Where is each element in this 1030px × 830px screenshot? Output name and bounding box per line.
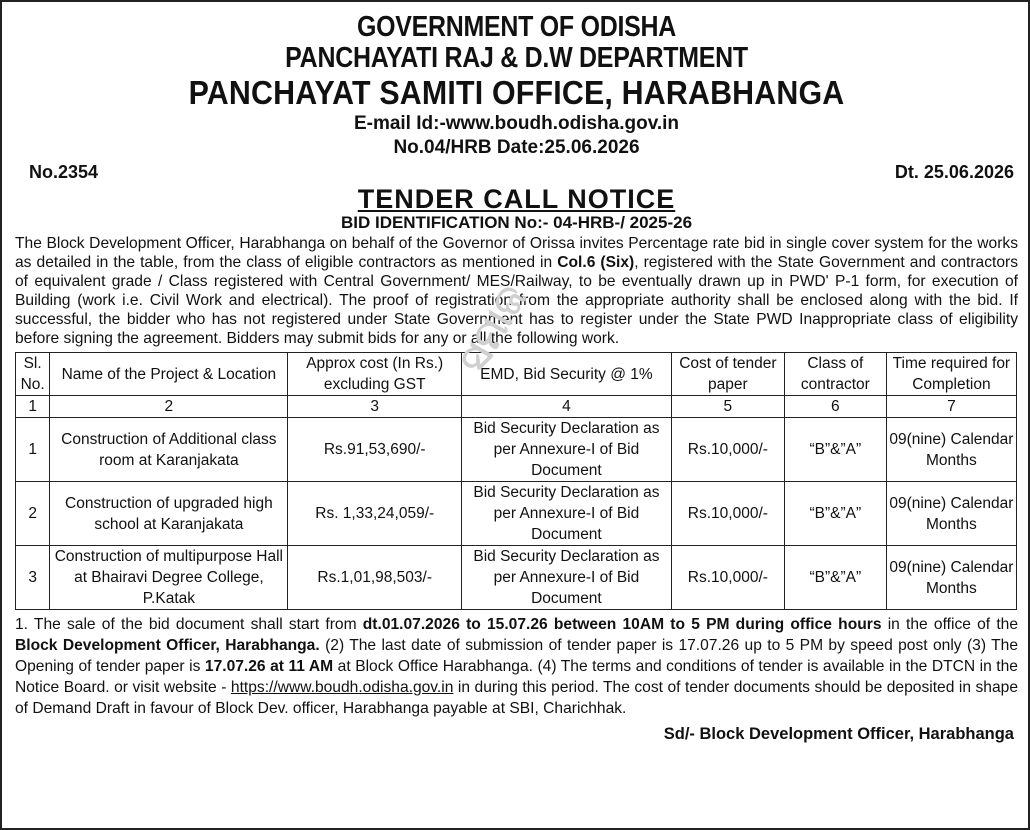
signature: Sd/- Block Development Officer, Harabhanga — [663, 725, 1014, 743]
cell-paper: Rs.10,000/- — [671, 482, 784, 546]
terms-text: at Block Office Harabhanga. (4) The terms and conditions of tender is available in the DTCN in the Notice Board. or visit website - — [15, 658, 1018, 696]
header-cell: EMD, Bid Security @ 1% — [461, 353, 671, 396]
cell-class: “B”&”A” — [784, 482, 886, 546]
cell-time: 09(nine) Calendar Months — [886, 482, 1016, 546]
notice-title: TENDER CALL NOTICE — [357, 184, 676, 214]
header-department: PANCHAYATI RAJ & D.W DEPARTMENT — [285, 42, 748, 74]
cell-time: 09(nine) Calendar Months — [886, 546, 1016, 610]
table-header-row — [16, 353, 1017, 396]
intro-paragraph — [15, 234, 1018, 348]
column-number-row — [16, 396, 1017, 418]
column-number: 3 — [288, 396, 462, 418]
column-number: 7 — [886, 396, 1016, 418]
terms-text: in during this period. The cost of tender documents should be deposited in shape of Demand Draft in favour of Block Dev. officer, Harabhanga payable at SBI, Charichhak. — [15, 679, 1018, 717]
watermark-stamp: ସମାଜ — [450, 278, 536, 381]
cell-project: Construction of Additional class room at Karanjakata — [50, 418, 288, 482]
table-row — [16, 418, 1017, 482]
column-number: 6 — [784, 396, 886, 418]
cell-project: Construction of upgraded high school at Karanjakata — [50, 482, 288, 546]
header-cell: Approx cost (In Rs.) excluding GST — [288, 353, 462, 396]
terms-text: (2) The last date of submission of tender paper is 17.07.26 up to 5 PM by speed post only (3) The Opening of tender paper is — [15, 637, 1018, 675]
opening-date: 17.07.26 at 11 AM — [204, 658, 334, 675]
cell-cost: Rs. 1,33,24,059/- — [288, 482, 462, 546]
office-name: Block Development Officer, Harabhanga. — [15, 637, 320, 654]
column-number: 5 — [671, 396, 784, 418]
intro-text-1: The Block Development Officer, Harabhanga on behalf of the Governor of Orissa invites Percentage rate bid in single cover system for the works as detailed in the table, from the class of eligible contractors as mentioned in — [15, 235, 1018, 271]
table-row — [16, 546, 1017, 610]
terms-text: in the office of the — [881, 616, 1018, 633]
terms-text: 1. The sale of the bid document shall start from — [15, 616, 363, 633]
cell-cost: Rs.91,53,690/- — [288, 418, 462, 482]
cell-cost: Rs.1,01,98,503/- — [288, 546, 462, 610]
cell-sl: 2 — [16, 482, 50, 546]
sale-period: dt.01.07.2026 to 15.07.26 between 10AM to 5 PM during office hours — [362, 616, 882, 633]
header-cell: Cost of tender paper — [671, 353, 784, 396]
header-reference: No.04/HRB Date:25.06.2026 — [393, 137, 640, 158]
letter-date: Dt. 25.06.2026 — [894, 162, 1014, 182]
cell-sl: 1 — [16, 418, 50, 482]
cell-paper: Rs.10,000/- — [671, 546, 784, 610]
letter-number-row — [29, 162, 1014, 183]
terms-paragraph — [15, 614, 1018, 719]
works-table — [15, 352, 1017, 610]
bid-identification: BID IDENTIFICATION No:- 04-HRB-/ 2025-26 — [340, 213, 693, 232]
cell-sl: 3 — [16, 546, 50, 610]
intro-bold-col6: Col.6 (Six) — [557, 254, 635, 271]
header-email: E-mail Id:-www.boudh.odisha.gov.in — [353, 113, 680, 134]
column-number: 1 — [16, 396, 50, 418]
header-cell: Sl. No. — [16, 353, 50, 396]
cell-emd: Bid Security Declaration as per Annexure-I of Bid Document — [461, 418, 671, 482]
header-cell: Class of contractor — [784, 353, 886, 396]
table-row — [16, 482, 1017, 546]
cell-emd: Bid Security Declaration as per Annexure-I of Bid Document — [461, 482, 671, 546]
column-number: 2 — [50, 396, 288, 418]
header-government: GOVERNMENT OF ODISHA — [356, 11, 677, 43]
website-link[interactable]: https://www.boudh.odisha.gov.in — [230, 679, 454, 696]
column-number: 4 — [461, 396, 671, 418]
cell-class: “B”&”A” — [784, 546, 886, 610]
cell-project: Construction of multipurpose Hall at Bhairavi Degree College, P.Katak — [50, 546, 288, 610]
cell-time: 09(nine) Calendar Months — [886, 418, 1016, 482]
cell-emd: Bid Security Declaration as per Annexure-I of Bid Document — [461, 546, 671, 610]
cell-paper: Rs.10,000/- — [671, 418, 784, 482]
letter-number: No.2354 — [29, 162, 99, 182]
intro-text-2: , registered with the State Government and contractors of equivalent grade / Class registered with Central Government/ MES/Railway, to be eventually drawn up in PWD' P-1 form, for execution of Building (work i.e. Civil Work and electrical). The proof of registration from the appropriate authority shall be enclosed along with the bid. If successful, the bidder who has not registered under State Government has to register under the State PWD Inappropriate class of eligibility before signing the agreement. Bidders may submit bids for any or all the following work. — [15, 254, 1019, 347]
cell-class: “B”&”A” — [784, 418, 886, 482]
header-cell: Time required for Completion — [886, 353, 1016, 396]
header-office: PANCHAYAT SAMITI OFFICE, HARABHANGA — [188, 74, 845, 111]
header-cell: Name of the Project & Location — [50, 353, 288, 396]
